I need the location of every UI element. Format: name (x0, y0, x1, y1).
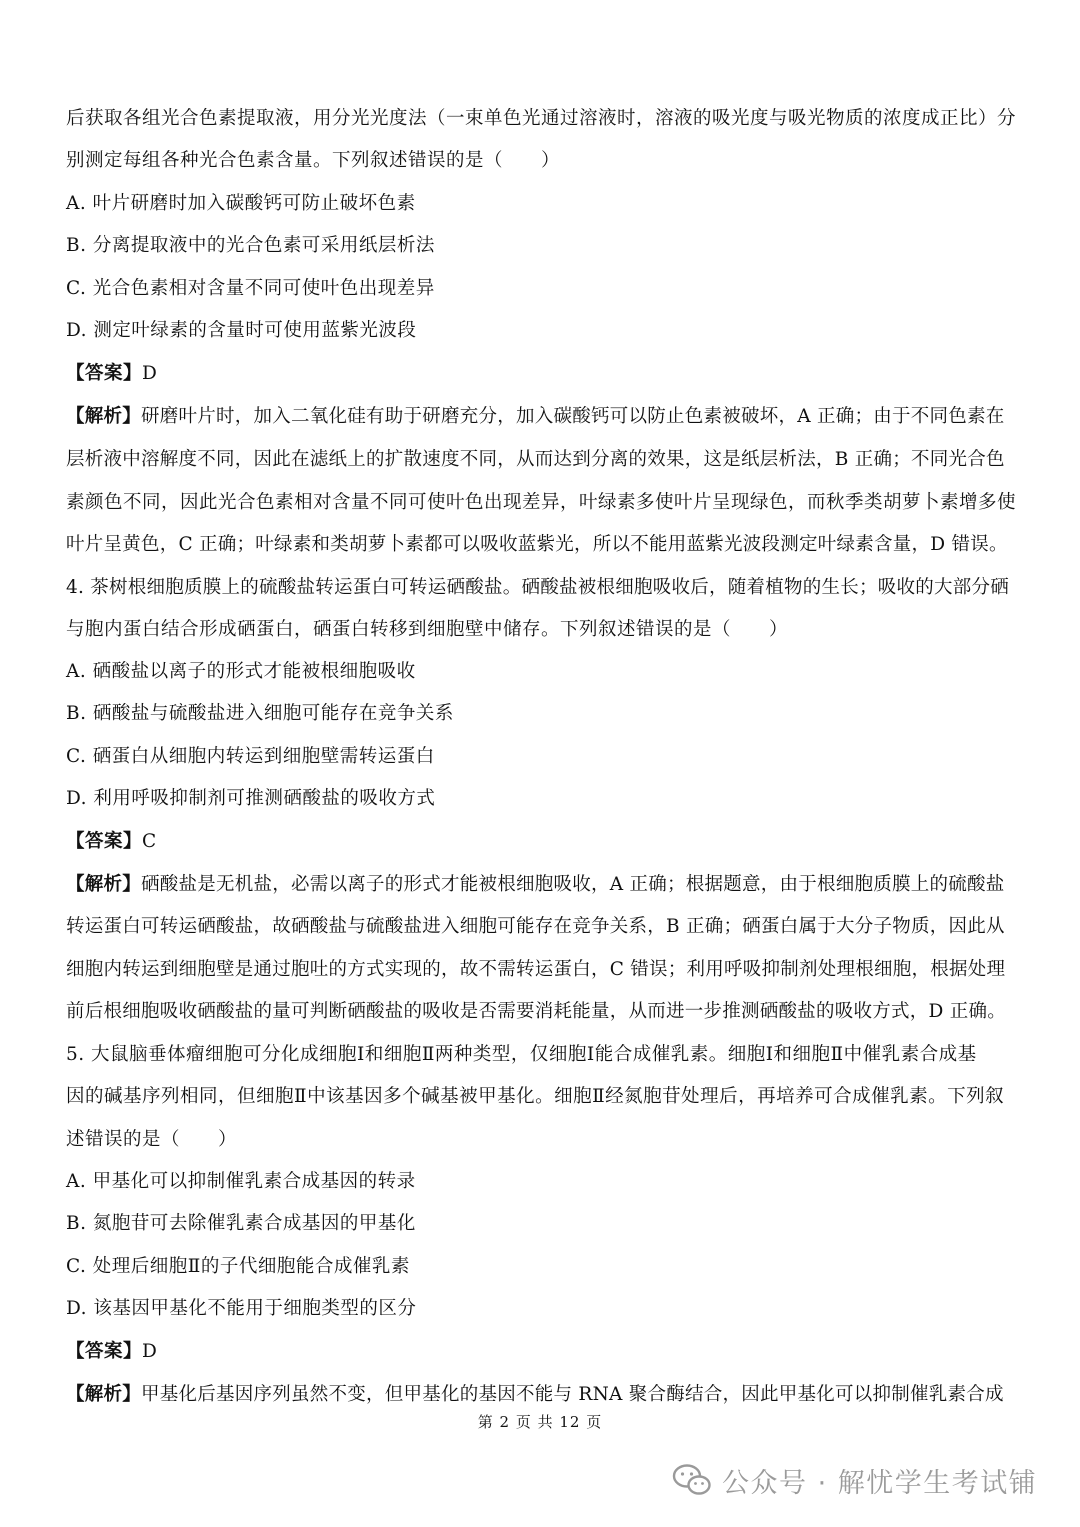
question-3-analysis-line-1 (66, 403, 1016, 431)
question-3-stem-line-1: 后获取各组光合色素提取液，用分光光度法（一束单色光通过溶液时，溶液的吸光度与吸光物质的浓度成正比）分 (66, 108, 1017, 129)
question-3-option-b: B. 分离提取液中的光合色素可采用纸层析法 (66, 235, 435, 256)
question-5-option-c: C. 处理后细胞Ⅱ的子代细胞能合成催乳素 (66, 1256, 410, 1277)
question-3-answer (66, 360, 1016, 388)
question-3-analysis-line-3: 素颜色不同，因此光合色素相对含量不同可使叶色出现差异，叶绿素多使叶片呈现绿色，而秋季类胡萝卜素增多使 (66, 492, 1017, 513)
question-3-stem-line-2: 别测定每组各种光合色素含量。下列叙述错误的是（ ） (66, 150, 561, 171)
question-3-analysis-line-2: 层析液中溶解度不同，因此在滤纸上的扩散速度不同，从而达到分离的效果，这是纸层析法，B 正确；不同光合色 (66, 449, 1005, 470)
question-5-stem-line-3: 述错误的是（ ） (66, 1129, 238, 1150)
question-5-stem-line-2: 因的碱基序列相同，但细胞Ⅱ中该基因多个碱基被甲基化。细胞Ⅱ经氮胞苷处理后，再培养可合成催乳素。下列叙 (66, 1086, 1005, 1107)
answer-value: C (142, 831, 157, 852)
page-number: 第 2 页 共 12 页 (477, 1413, 603, 1431)
question-4-option-c: C. 硒蛋白从细胞内转运到细胞壁需转运蛋白 (66, 746, 435, 767)
answer-value: D (142, 1341, 158, 1362)
question-4-analysis-line-1 (66, 871, 1016, 899)
question-4-option-d: D. 利用呼吸抑制剂可推测硒酸盐的吸收方式 (66, 788, 436, 809)
question-5-stem-line-1: 5. 大鼠脑垂体瘤细胞可分化成细胞Ⅰ和细胞Ⅱ两种类型，仅细胞Ⅰ能合成催乳素。细胞Ⅰ和细胞Ⅱ中催乳素合成基 (66, 1044, 977, 1065)
question-5-answer (66, 1338, 1016, 1366)
question-4-analysis-line-4: 前后根细胞吸收硒酸盐的量可判断硒酸盐的吸收是否需要消耗能量，从而进一步推测硒酸盐的吸收方式，D 正确。 (66, 1001, 1006, 1022)
answer-label: 【答案】 (66, 831, 143, 852)
analysis-text: 甲基化后基因序列虽然不变，但甲基化的基因不能与 RNA 聚合酶结合，因此甲基化可以抑制催乳素合成 (141, 1384, 1004, 1405)
analysis-text: 研磨叶片时，加入二氧化硅有助于研磨充分，加入碳酸钙可以防止色素被破坏，A 正确；由于不同色素在 (141, 406, 1005, 427)
watermark-text: 公众号 · 解忧学生考试铺 (722, 1467, 1038, 1499)
wechat-icon (672, 1463, 712, 1497)
question-4-stem-line-1: 4. 茶树根细胞质膜上的硫酸盐转运蛋白可转运硒酸盐。硒酸盐被根细胞吸收后，随着植物的生长；吸收的大部分硒 (66, 577, 1010, 598)
answer-label: 【答案】 (66, 363, 143, 384)
answer-value: D (142, 363, 158, 384)
question-3-option-a: A. 叶片研磨时加入碳酸钙可防止破坏色素 (66, 193, 416, 214)
analysis-text: 硒酸盐是无机盐，必需以离子的形式才能被根细胞吸收，A 正确；根据题意，由于根细胞质膜上的硫酸盐 (141, 874, 1005, 895)
question-5-option-b: B. 氮胞苷可去除催乳素合成基因的甲基化 (66, 1213, 416, 1234)
question-4-option-b: B. 硒酸盐与硫酸盐进入细胞可能存在竞争关系 (66, 703, 454, 724)
question-3-option-d: D. 测定叶绿素的含量时可使用蓝紫光波段 (66, 320, 417, 341)
analysis-label: 【解析】 (66, 406, 142, 427)
question-5-option-a: A. 甲基化可以抑制催乳素合成基因的转录 (66, 1171, 416, 1192)
question-5-option-d: D. 该基因甲基化不能用于细胞类型的区分 (66, 1298, 417, 1319)
question-4-stem-line-2: 与胞内蛋白结合形成硒蛋白，硒蛋白转移到细胞壁中储存。下列叙述错误的是（ ） (66, 619, 789, 640)
question-5-analysis-line-1 (66, 1381, 1016, 1409)
question-3-option-c: C. 光合色素相对含量不同可使叶色出现差异 (66, 278, 435, 299)
watermark (672, 1456, 1037, 1504)
question-4-analysis-line-2: 转运蛋白可转运硒酸盐，故硒酸盐与硫酸盐进入细胞可能存在竞争关系，B 正确；硒蛋白属于大分子物质，因此从 (66, 916, 1005, 937)
answer-label: 【答案】 (66, 1341, 143, 1362)
question-3-analysis-line-4: 叶片呈黄色，C 正确；叶绿素和类胡萝卜素都可以吸收蓝紫光，所以不能用蓝紫光波段测定叶绿素含量，D 错误。 (66, 534, 1008, 555)
question-4-analysis-line-3: 细胞内转运到细胞壁是通过胞吐的方式实现的，故不需转运蛋白，C 错误；利用呼吸抑制剂处理根细胞，根据处理 (66, 959, 1006, 980)
question-4-answer (66, 828, 1016, 856)
question-4-option-a: A. 硒酸盐以离子的形式才能被根细胞吸收 (66, 661, 416, 682)
analysis-label: 【解析】 (66, 874, 142, 895)
analysis-label: 【解析】 (66, 1384, 142, 1405)
